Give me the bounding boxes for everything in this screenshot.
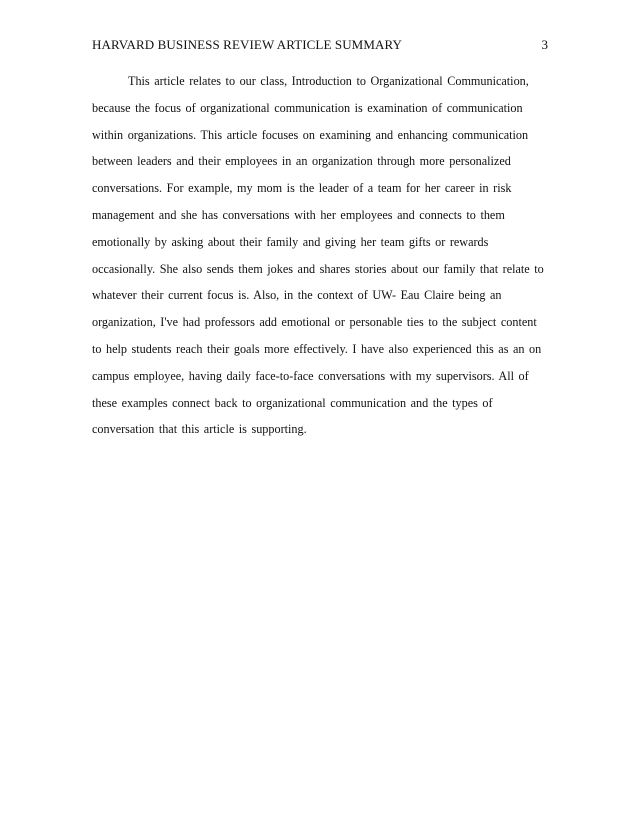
page-number: 3 <box>541 37 548 52</box>
paragraph-line: conversation that this article is supporting. <box>92 422 307 437</box>
paragraph-line: occasionally. She also sends them jokes and shares stories about our family that relate to <box>92 261 544 276</box>
paragraph-line: management and she has conversations with her employees and connects to them <box>92 207 505 222</box>
paragraph-line: conversations. For example, my mom is the leader of a team for her career in risk <box>92 181 512 196</box>
article-summary-paragraph <box>92 72 548 447</box>
paragraph-line: to help students reach their goals more effectively. I have also experienced this as an on <box>92 341 542 356</box>
paragraph-line: campus employee, having daily face-to-face conversations with my supervisors. All of <box>92 368 529 383</box>
paragraph-line: This article relates to our class, Introduction to Organizational Communication, <box>128 74 529 88</box>
paragraph-line: emotionally by asking about their family and giving her team gifts or rewards <box>92 234 489 249</box>
paragraph-line: within organizations. This article focuses on examining and enhancing communication <box>92 127 529 142</box>
paragraph-line: between leaders and their employees in an organization through more personalized <box>92 154 511 169</box>
paragraph-line: whatever their current focus is. Also, in the context of UW- Eau Claire being an <box>92 288 502 303</box>
paragraph-line: these examples connect back to organizational communication and the types of <box>92 395 493 410</box>
running-head-title: HARVARD BUSINESS REVIEW ARTICLE SUMMARY <box>92 37 403 52</box>
paragraph-line: because the focus of organizational communication is examination of communication <box>92 100 523 115</box>
paragraph-line: organization, I've had professors add emotional or personable ties to the subject content <box>92 315 537 330</box>
running-head <box>92 35 548 55</box>
